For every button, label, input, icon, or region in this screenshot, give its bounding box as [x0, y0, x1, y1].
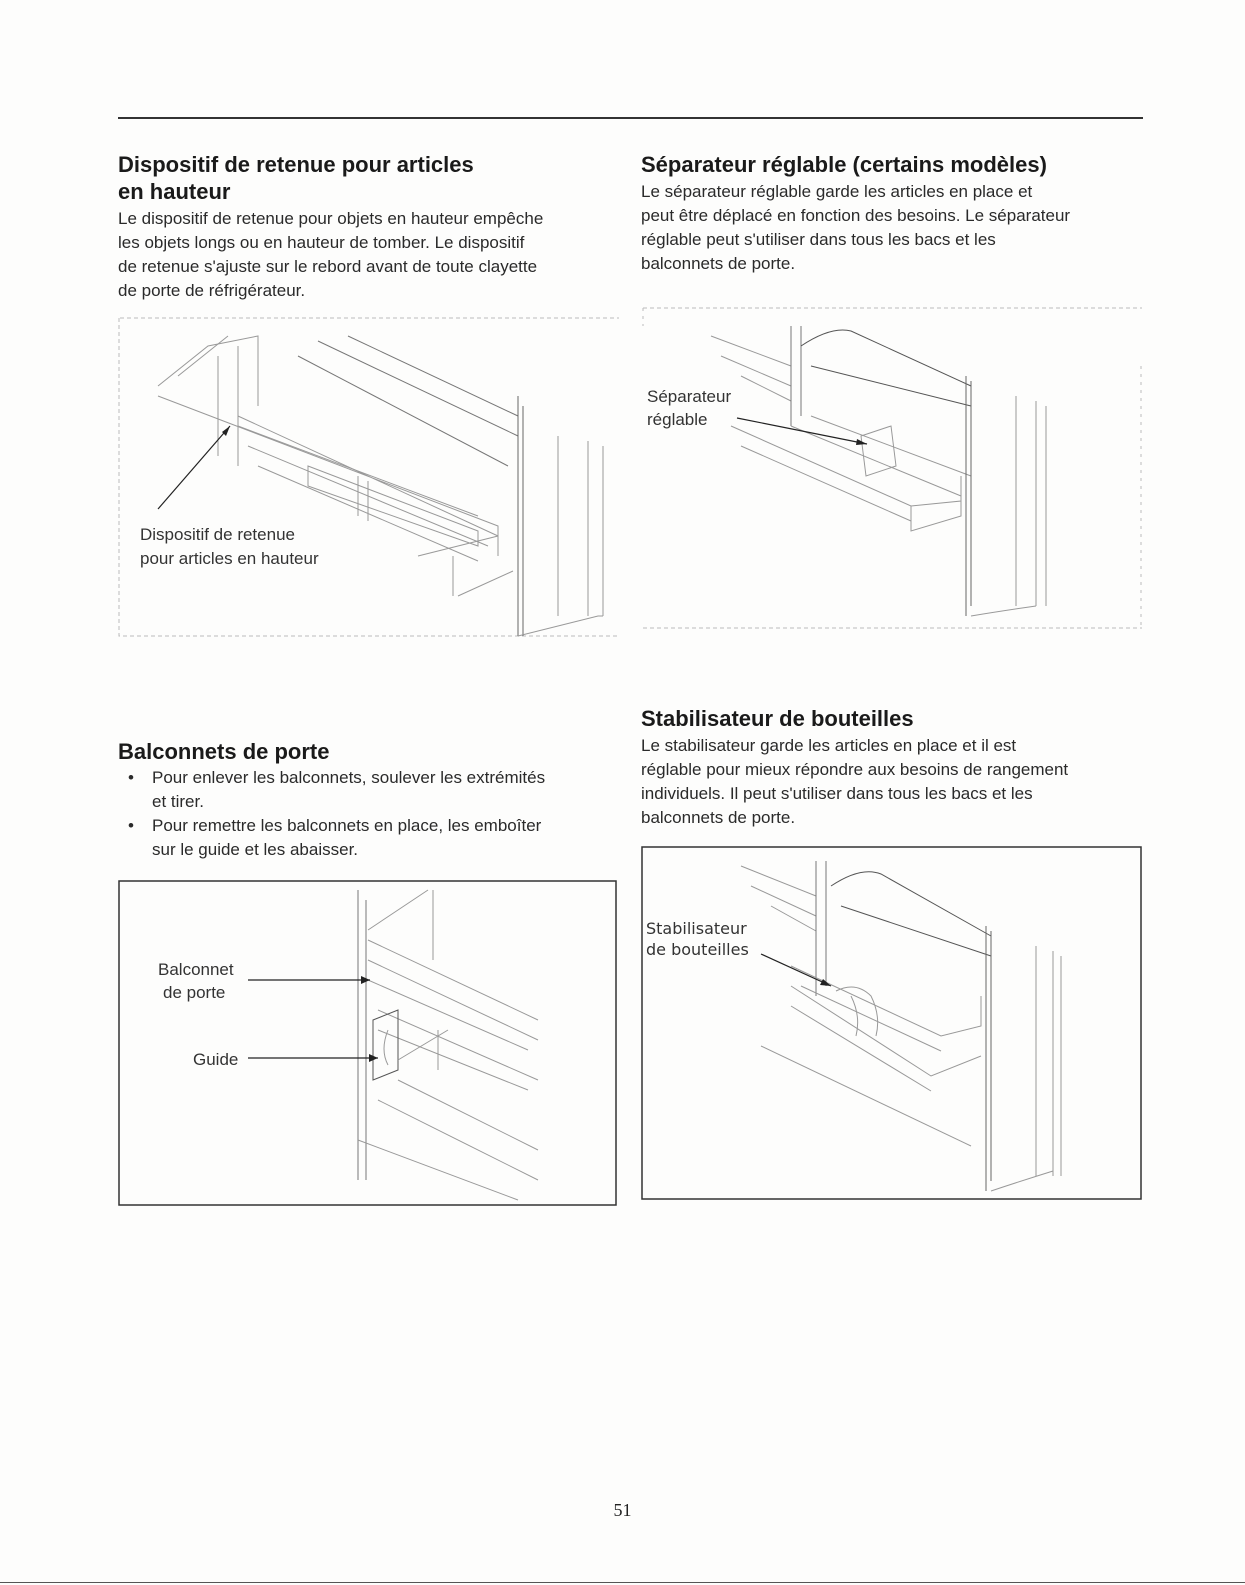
list-item	[118, 814, 638, 862]
figure-label-separateur-1: Séparateur	[647, 387, 732, 406]
illustration-stabilisateur	[641, 846, 1143, 1202]
section-body-separateur	[641, 180, 1070, 276]
illustration-balconnets	[118, 880, 618, 1208]
section-body-stabilisateur	[641, 734, 1068, 830]
body-line: Le dispositif de retenue pour objets en hauteur empêche	[118, 209, 544, 228]
section-body-retenue	[118, 207, 543, 303]
list-item-line: Pour remettre les balconnets en place, les emboîter	[152, 816, 542, 835]
body-line: peut être déplacé en fonction des besoins. Le séparateur	[641, 206, 1071, 225]
title-line: en hauteur	[118, 179, 231, 204]
section-title-separateur: Séparateur réglable (certains modèles)	[641, 152, 1047, 177]
list-item-line: sur le guide et les abaisser.	[152, 840, 359, 859]
header-rule	[118, 117, 1143, 119]
body-line: Le séparateur réglable garde les articles en place et	[641, 182, 1033, 201]
figure-label-separateur-2: réglable	[647, 410, 708, 429]
section-title-retenue	[118, 151, 474, 205]
figure-separateur	[641, 306, 1144, 630]
page-number: 51	[613, 1500, 632, 1520]
illustration-retenue	[118, 316, 621, 638]
figure-balconnets	[118, 880, 618, 1208]
list-item-line: Pour enlever les balconnets, soulever les extrémités	[152, 768, 546, 787]
illustration-separateur	[641, 306, 1144, 630]
body-line: de retenue s'ajuste sur le rebord avant de toute clayette	[118, 257, 538, 276]
section-title-balconnets: Balconnets de porte	[118, 739, 330, 764]
figure-label-stabilisateur-1: Stabilisateur	[646, 919, 747, 938]
footer-rule	[0, 1582, 1245, 1583]
body-line: Le stabilisateur garde les articles en place et il est	[641, 736, 1017, 755]
figure-label-retenue-2: pour articles en hauteur	[140, 549, 319, 568]
bullet-icon: •	[128, 816, 134, 835]
figure-label-retenue-1: Dispositif de retenue	[140, 525, 295, 544]
body-line: de porte de réfrigérateur.	[118, 281, 306, 300]
title-line: Dispositif de retenue pour articles	[118, 152, 474, 177]
body-line: réglable peut s'utiliser dans tous les bacs et les	[641, 230, 996, 249]
bullet-list-balconnets	[118, 766, 638, 862]
figure-label-stabilisateur-2: de bouteilles	[646, 940, 749, 959]
figure-label-balconnet-1: Balconnet	[158, 960, 234, 979]
figure-stabilisateur	[641, 846, 1143, 1202]
body-line: balconnets de porte.	[641, 808, 796, 827]
body-line: les objets longs ou en hauteur de tomber. Le dispositif	[118, 233, 525, 252]
bullet-icon: •	[128, 768, 134, 787]
figure-retenue	[118, 316, 621, 638]
list-item	[118, 766, 638, 814]
section-title-stabilisateur: Stabilisateur de bouteilles	[641, 706, 914, 731]
body-line: individuels. Il peut s'utiliser dans tous les bacs et les	[641, 784, 1033, 803]
body-line: balconnets de porte.	[641, 254, 796, 273]
list-item-line: et tirer.	[152, 792, 204, 811]
body-line: réglable pour mieux répondre aux besoins de rangement	[641, 760, 1069, 779]
figure-label-guide: Guide	[193, 1050, 239, 1069]
figure-label-balconnet-2: de porte	[163, 983, 226, 1002]
